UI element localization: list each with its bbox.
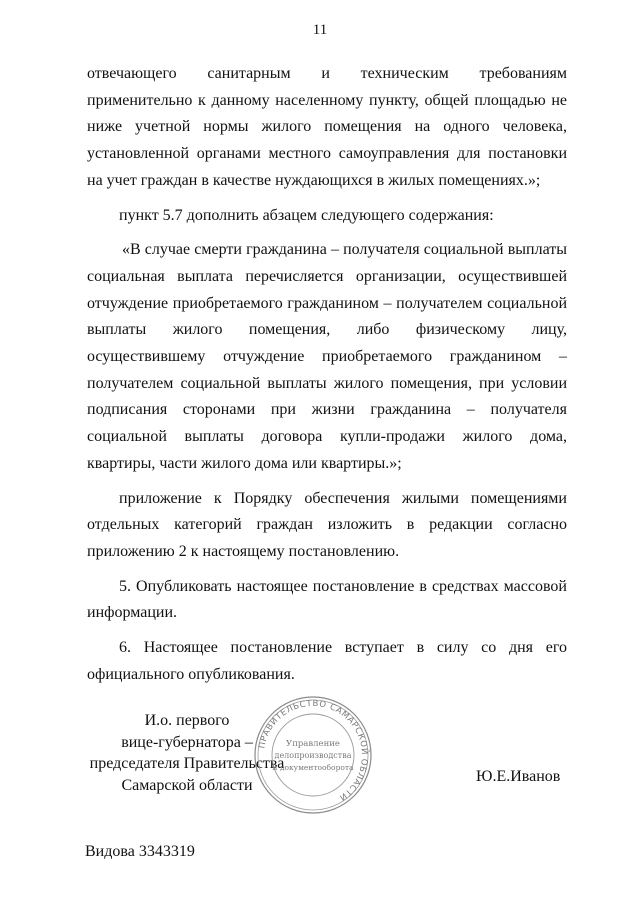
position-line: Самарской области <box>121 776 253 794</box>
position-line: И.о. первого <box>144 712 230 729</box>
stamp-outer-text: ПРАВИТЕЛЬСТВО САМАРСКОЙ ОБЛАСТИ <box>257 698 370 803</box>
position-line: вице-губернатора – <box>121 733 253 751</box>
official-stamp <box>252 694 374 816</box>
position-line: председателя Правительства <box>89 755 285 772</box>
page-number: 11 <box>312 22 328 38</box>
paragraph-continuation: отвечающего санитарным и техническим требованиям применительно к данному населенному пункту, общей площадью не ниже учетной нормы жилого помещения на одного человека, установленной органами местного самоуправления для постановки на учет граждан в качестве нуждающихся в жилых помещениях.»; <box>87 65 567 189</box>
stamp-graphic <box>252 694 374 816</box>
executor-contact: Видова 3343319 <box>85 843 195 860</box>
stamp-inner-line: делопроизводства <box>274 751 352 760</box>
stamp-inner-line: и документооборота <box>272 763 354 772</box>
paragraph-item-5: 5. Опубликовать настоящее постановление в средствах массовой информации. <box>87 577 567 622</box>
paragraph-amendment-5-7: пункт 5.7 дополнить абзацем следующего содержания: <box>119 206 494 224</box>
paragraph-appendix: приложение к Порядку обеспечения жилыми помещениями отдельных категорий граждан изложить в редакции согласно приложению 2 к настоящему постановлению. <box>87 489 567 560</box>
stamp-inner-line: Управление <box>286 739 340 749</box>
paragraph-quoted-text: «В случае смерти гражданина – получателя социальной выплаты социальная выплата перечисляется организации, осуществившей отчуждение приобретаемого гражданином – получателем социальной выплаты жилого помещения, либо физическому лицу, осуществившему отчуждение приобретаемого гражданином – получателем социальной выплаты жилого помещения, при условии подписания сторонами при жизни гражданина – получателя социальной выплаты договора купли-продажи жилого дома, квартиры, части жилого дома или квартиры.»; <box>87 241 567 472</box>
document-body <box>87 61 567 688</box>
signatory-name: Ю.Е.Иванов <box>476 768 561 785</box>
paragraph-item-6: 6. Настоящее постановление вступает в силу со дня его официального опубликования. <box>87 639 567 683</box>
